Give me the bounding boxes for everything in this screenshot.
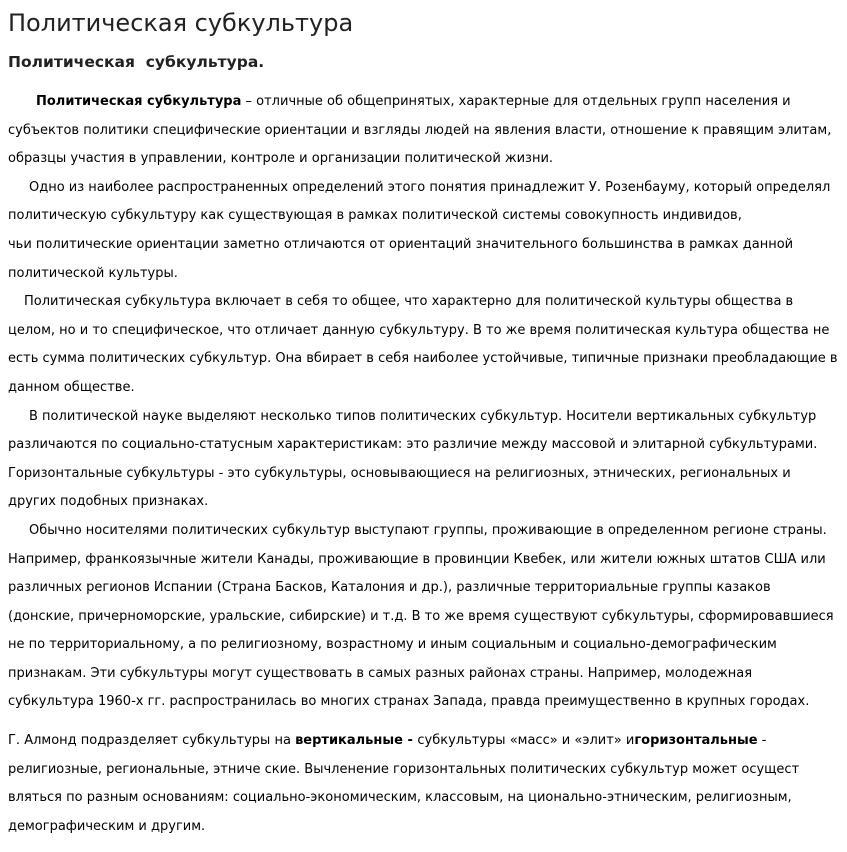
text-line [8, 260, 839, 289]
text-segment: – отличные об общепринятых, характерные для отдельных групп населения и [241, 94, 791, 109]
text-segment: религиозные, региональные, этниче ские. Вычленение горизонтальных политических субкультур может осущест [8, 761, 800, 777]
text-segment: (донские, причерноморские, уральские, сибирские) и т.д. В то же время существуют субкультуры, сформировавшиеся [8, 608, 834, 624]
text-segment: субъектов политики специфические ориентации и взгляды людей на явления власти, отношение к правящим элитам, [8, 122, 832, 138]
text-segment: целом, но и то специфическое, что отличает данную субкультуру. В то же время политическая культура общества не [8, 322, 830, 338]
text-segment: признакам. Эти субкультуры могут существовать в самых разных районах страны. Например, молодежная [8, 665, 753, 681]
text-segment: чьи политические ориентации заметно отличаются от ориентаций значительного большинства в рамках данной [8, 236, 794, 252]
text-line [8, 231, 839, 260]
text-line [8, 631, 839, 660]
text-segment: Горизонтальные субкультуры - это субкультуры, основывающиеся на религиозных, этнических, региональных и [8, 465, 791, 481]
text-segment: вляться по разным основаниям: социально-экономическим, классовым, на ционально-этническим, религиозным, [8, 790, 792, 806]
text-segment: Например, франкоязычные жители Канады, проживающие в провинции Квебек, или жители южных штатов США или [8, 551, 826, 567]
text-line [8, 431, 839, 460]
text-line [8, 317, 839, 346]
text-line [8, 88, 839, 117]
text-line [8, 488, 839, 517]
text-line [8, 603, 839, 632]
bold-term: горизонтальные [634, 733, 758, 749]
text-segment: различных регионов Испании (Страна Басков, Каталония и др.), различные территориальные группы казаков [8, 580, 771, 596]
text-segment: политической культуры. [8, 265, 178, 281]
text-line [8, 374, 839, 403]
text-line [8, 660, 839, 689]
text-line [8, 517, 839, 546]
article-body [8, 88, 839, 841]
text-line [8, 345, 839, 374]
text-line [8, 688, 839, 717]
text-segment: демографическим и другим. [8, 818, 206, 834]
text-segment: данном обществе. [8, 379, 135, 395]
text-line [8, 546, 839, 575]
text-line [8, 403, 839, 432]
text-segment: политическую субкультуру как существующая в рамках политической системы совокупность индивидов, [8, 208, 742, 224]
text-segment: не по территориальному, а по религиозному, возрастному и иным социальным и социально-демографическим [8, 637, 777, 653]
text-segment: субкультуры «масс» и «элит» и [417, 733, 635, 749]
text-line [8, 288, 839, 317]
text-segment: - [757, 733, 767, 749]
text-line [8, 202, 839, 231]
page-title: Политическая субкультура [8, 9, 354, 37]
text-line [8, 174, 839, 203]
text-segment: Политическая субкультура включает в себя то общее, что характерно для политической культуры общества в [24, 294, 794, 310]
text-line [8, 574, 839, 603]
text-line [8, 784, 839, 813]
text-line [8, 813, 839, 842]
text-segment: Одно из наиболее распространенных определений этого понятия принадлежит У. Розенбауму, который определял [29, 179, 831, 195]
text-line [8, 460, 839, 489]
text-line [8, 117, 839, 146]
text-segment: различаются по социально-статусным характеристикам: это различие между массовой и элитарной субкультурами. [8, 437, 818, 453]
text-segment: субкультура 1960-х гг. распространилась во многих странах Запада, правда преимущественно в крупных городах. [8, 694, 810, 710]
text-segment: других подобных признаках. [8, 494, 209, 510]
text-segment: есть сумма политических субкультур. Она вбирает в себя наиболее устойчивые, типичные признаки преобладающие в [8, 351, 838, 367]
section-heading: Политическая субкультура. [8, 53, 265, 71]
text-segment: В политической науке выделяют несколько типов политических субкультур. Носители вертикальных субкультур [29, 408, 817, 424]
text-segment: образцы участия в управлении, контроле и организации политической жизни. [8, 151, 554, 167]
text-segment: Г. Алмонд подразделяет субкультуры на [8, 733, 296, 749]
text-line [8, 756, 839, 785]
bold-term: вертикальные - [295, 733, 418, 749]
text-line [8, 145, 839, 174]
text-segment: Обычно носителями политических субкультур выступают группы, проживающие в определенном регионе страны. [29, 522, 827, 538]
text-line [8, 727, 839, 756]
bold-term: Политическая субкультура [36, 94, 242, 109]
